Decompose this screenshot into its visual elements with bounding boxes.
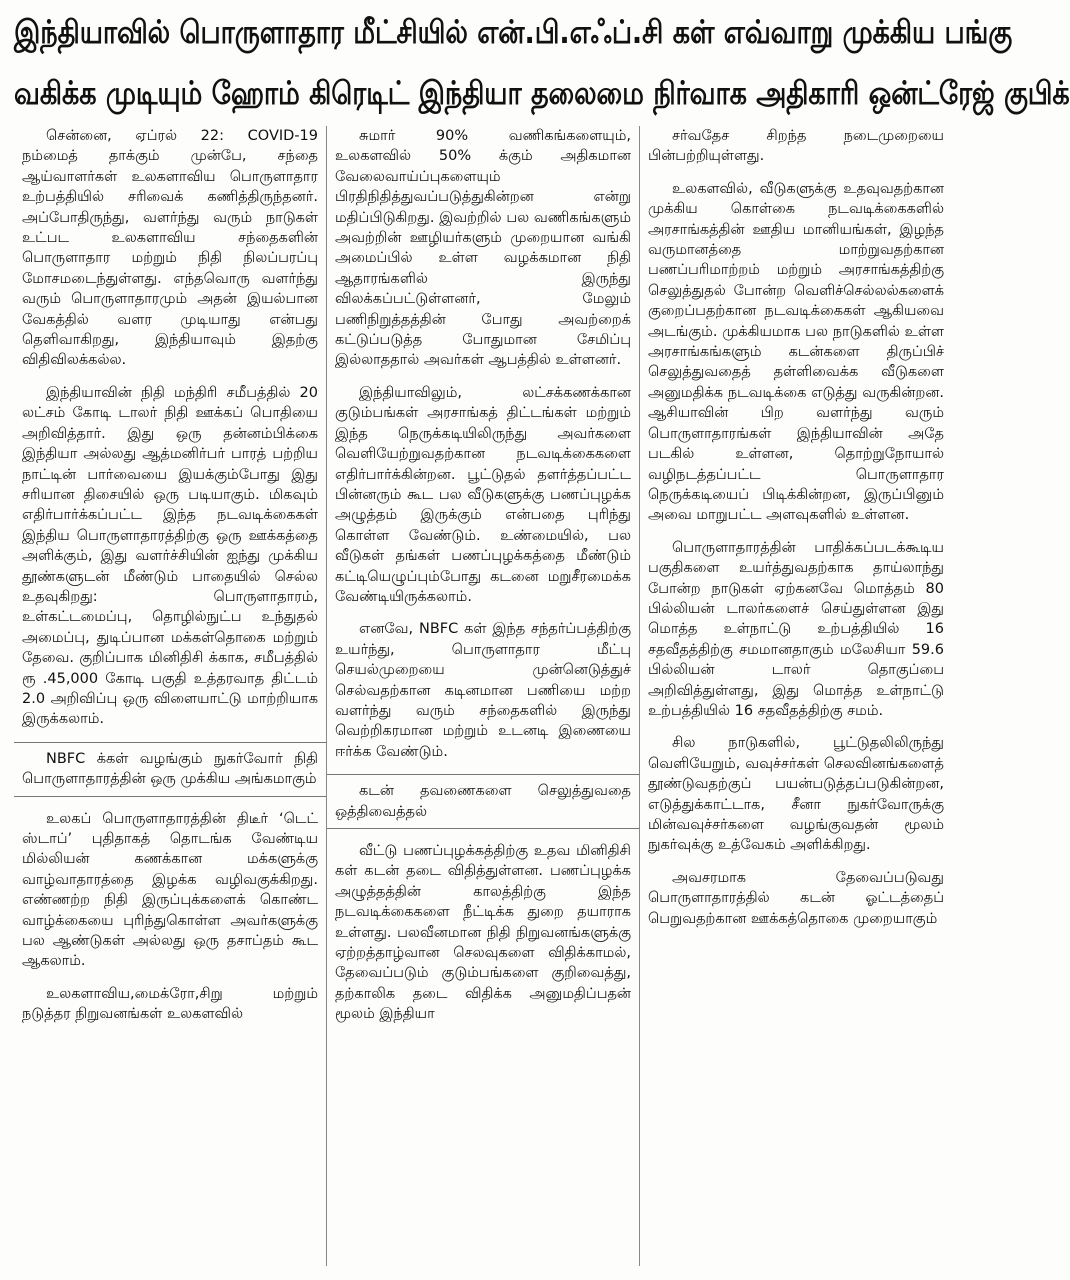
subheading-box bbox=[14, 742, 326, 797]
paragraph: பொருளாதாரத்தின் பாதிக்கப்படக்கூடிய பகுதிகளை உயர்த்துவதற்காக தாய்லாந்து போன்ற நாடுகள் ஏற்கனவே மொத்தம் 80 பில்லியன் டாலர்களைச் செய்துள்ளன இது மொத்த உள்நாட்டு உற்பத்தியில் 16 சதவீதத்திற்கு சமமானதாகும் மலேசியா 59.6 பில்லியன் டாலர் தொகுப்பை அறிவித்துள்ளது, இது மொத்த உள்நாட்டு உற்பத்தியில் 16 சதவீதத்திற்கு சமம். bbox=[648, 539, 944, 719]
article-headline bbox=[14, 3, 1070, 126]
paragraph: சென்னை, ஏப்ரல் 22: COVID-19 நம்மைத் தாக்கும் முன்பே, சந்தை ஆய்வாளர்கள் உலகளாவிய பொருளாதார உற்பத்தியில் சரிவைக் கணித்திருந்தனர். அப்போதிருந்து, வளர்ந்து வரும் நாடுகள் உட்பட உலகளாவிய சந்தைகளின் பொருளாதார மற்றும் நிதி நிலப்பரப்பு மோசமடைந்துள்ளது. எந்தவொரு வளர்ந்து வரும் பொருளாதாரமும் அதன் இயல்பான வேகத்தில் வளர முடியாது என்பது தெளிவாகிறது, இந்தியாவும் இதற்கு விதிவிலக்கல்ல. bbox=[22, 128, 318, 369]
paragraph: உலகப் பொருளாதாரத்தின் திடீர் ‘டெட் ஸ்டாப்’ புதிதாகத் தொடங்க வேண்டிய மில்லியன் கணக்கான மக்களுக்கு வாழ்வாதாரத்தை இழக்க வழிவகுக்கிறது. எண்ணற்ற நிதி இருப்புக்களைக் கொண்ட வாழ்க்கையை புரிந்துகொள்ள அவர்களுக்கு பல ஆண்டுகள் அல்லது ஒரு தசாப்தம் கூட ஆகலாம். bbox=[22, 810, 318, 970]
subheading-box bbox=[327, 774, 639, 829]
paragraph: சர்வதேச சிறந்த நடைமுறையை பின்பற்றியுள்ளது. bbox=[648, 128, 944, 165]
article-column-1 bbox=[14, 126, 326, 1266]
headline-line-2: வகிக்க முடியும் ஹோம் கிரெடிட் இந்தியா தலைமை நிர்வாக அதிகாரி ஒன்ட்ரேஜ் குபிக் bbox=[14, 75, 1070, 113]
headline-line-1: இந்தியாவில் பொருளாதார மீட்சியில் என்.பி.எஃப்.சி கள் எவ்வாறு முக்கிய பங்கு bbox=[14, 14, 1013, 52]
paragraph: உலகளவில், வீடுகளுக்கு உதவுவதற்கான முக்கிய கொள்கை நடவடிக்கைகளில் அரசாங்கத்தின் ஊதிய மானியங்கள், இழந்த வருமானத்தை மாற்றுவதற்கான பணப்பரிமாற்றம் மற்றும் அரசாங்கத்திற்கு செலுத்துதல் போன்ற வெளிச்செல்லல்களைக் குறைப்பதற்கான நடவடிக்கைகள் ஆகியவை அடங்கும். முக்கியமாக பல நாடுகளில் உள்ள அரசாங்கங்களும் கடன்களை திருப்பிச் செலுத்துவதைத் தள்ளிவைக்க வீடுகளை அனுமதிக்க நடவடிக்கை எடுத்து வருகின்றன. ஆசியாவின் பிற வளர்ந்து வரும் பொருளாதாரங்கள் இந்தியாவின் அதே படகில் உள்ளன, தொற்றுநோயால் வழிநடத்தப்பட்ட பொருளாதார நெருக்கடியைப் பிடிக்கின்றன, இருப்பினும் அவை மாறுபட்ட அளவுகளில் உள்ளன. bbox=[648, 180, 944, 524]
paragraph: சில நாடுகளில், பூட்டுதலிலிருந்து வெளியேறும், வவுச்சர்கள் செலவினங்களைத் தூண்டுவதற்குப் பயன்படுத்தப்படுகின்றன, எடுத்துக்காட்டாக, சீனா நுகர்வோருக்கு மின்வவுச்சர்களை வழங்குவதன் மூலம் நுகர்வுக்கு உத்வேகம் அளிக்கிறது. bbox=[648, 735, 944, 854]
subheading: NBFC க்கள் வழங்கும் நுகர்வோர் நிதி பொருளாதாரத்தின் ஒரு முக்கிய அங்கமாகும் bbox=[22, 750, 318, 788]
subheading: கடன் தவணைகளை செலுத்துவதை ஒத்திவைத்தல் bbox=[335, 783, 631, 820]
paragraph: வீட்டு பணப்புழக்கத்திற்கு உதவ மினிதிசி கள் கடன் தடை விதித்துள்ளன. பணப்புழக்க அழுத்தத்தின் காலத்திற்கு இந்த நடவடிக்கைகளை நீட்டிக்க துறை தயாராக உள்ளது. பலவீனமான நிதி நிறுவனங்களுக்கு ஏற்றத்தாழ்வான செலவுகளை விதிக்காமல், தேவைப்படும் குடும்பங்களை குறிவைத்து, தற்காலிக தடை விதிக்க அனுமதிப்பதன் மூலம் இந்தியா bbox=[335, 843, 631, 1023]
paragraph: இந்தியாவிலும், லட்சக்கணக்கான குடும்பங்கள் அரசாங்கத் திட்டங்கள் மற்றும் இந்த நெருக்கடியிலிருந்து அவர்களை வெளியேற்றுவதற்கான நடவடிக்கைகளை எதிர்பார்க்கின்றன. பூட்டுதல் தளர்த்தப்பட்ட பின்னரும் கூட பல வீடுகளுக்கு பணப்புழக்க அழுத்தம் இருக்கும் என்பதை புரிந்து கொள்ள வேண்டும். உண்மையில், பல வீடுகள் தங்கள் பணப்புழக்கத்தை மீண்டும் கட்டியெழுப்பும்போது கடனை மறுசீரமைக்க வேண்டியிருக்கலாம். bbox=[335, 384, 631, 605]
paragraph: இந்தியாவின் நிதி மந்திரி சமீபத்தில் 20 லட்சம் கோடி டாலர் நிதி ஊக்கப் பொதியை அறிவித்தார். இது ஒரு தன்னம்பிக்கை இந்தியா அல்லது ஆத்மனிர்பர் பாரத் பற்றிய நாட்டின் பார்வையை இயக்கும்போது இது சரியான திசையில் ஒரு படியாகும். மிகவும் எதிர்பார்க்கப்பட்ட இந்த நடவடிக்கைகள் இந்திய பொருளாதாரத்திற்கு ஒரு ஊக்கத்தை அளிக்கும், இது வளர்ச்சியின் ஐந்து முக்கிய தூண்களுடன் மீண்டும் பாதையில் செல்ல உதவுகிறது: பொருளாதாரம், உள்கட்டமைப்பு, தொழில்நுட்ப உந்துதல் அமைப்பு, துடிப்பான மக்கள்தொகை மற்றும் தேவை. குறிப்பாக மினிதிசி க்காக, சமீபத்தில் ரூ .45,000 கோடி பகுதி உத்தரவாத திட்டம் 2.0 அறிவிப்பு ஒரு விளையாட்டு மாற்றியாக இருக்கலாம். bbox=[22, 384, 318, 728]
paragraph: உலகளாவிய,மைக்ரோ,சிறு மற்றும் நடுத்தர நிறுவனங்கள் உலகளவில் bbox=[22, 985, 318, 1023]
article-columns bbox=[14, 126, 952, 1266]
paragraph: எனவே, NBFC கள் இந்த சந்தர்ப்பத்திற்கு உயர்ந்து, பொருளாதார மீட்பு செயல்முறையை முன்னெடுத்துச் செல்வதற்கான கடினமான பணியை மற்ற வளர்ந்து வரும் சந்தைகளில் இருந்து வெற்றிகரமான மற்றும் உடனடி இணையை ஈர்க்க வேண்டும். bbox=[335, 621, 631, 760]
article-column-3 bbox=[639, 126, 952, 1266]
paragraph: சுமார் 90% வணிகங்களையும், உலகளவில் 50% க்கும் அதிகமான வேலைவாய்ப்புகளையும் பிரதிநிதித்துவப்படுத்துகின்றன என்று மதிப்பிடுகிறது. இவற்றில் பல வணிகங்களும் அவற்றின் ஊழியர்களும் முறையான வங்கி அமைப்பில் உள்ள வழக்கமான நிதி ஆதாரங்களில் இருந்து விலக்கப்பட்டுள்ளனர், மேலும் பணிநிறுத்தத்தின் போது அவற்றைக் கட்டுப்படுத்த போதுமான சேமிப்பு இல்லாததால் அவர்கள் ஆபத்தில் உள்ளனர். bbox=[335, 128, 631, 369]
paragraph: அவசரமாக தேவைப்படுவது பொருளாதாரத்தில் கடன் ஓட்டத்தைப் பெறுவதற்கான ஊக்கத்தொகை முறையாகும் bbox=[648, 869, 944, 927]
article-column-2 bbox=[326, 126, 639, 1266]
